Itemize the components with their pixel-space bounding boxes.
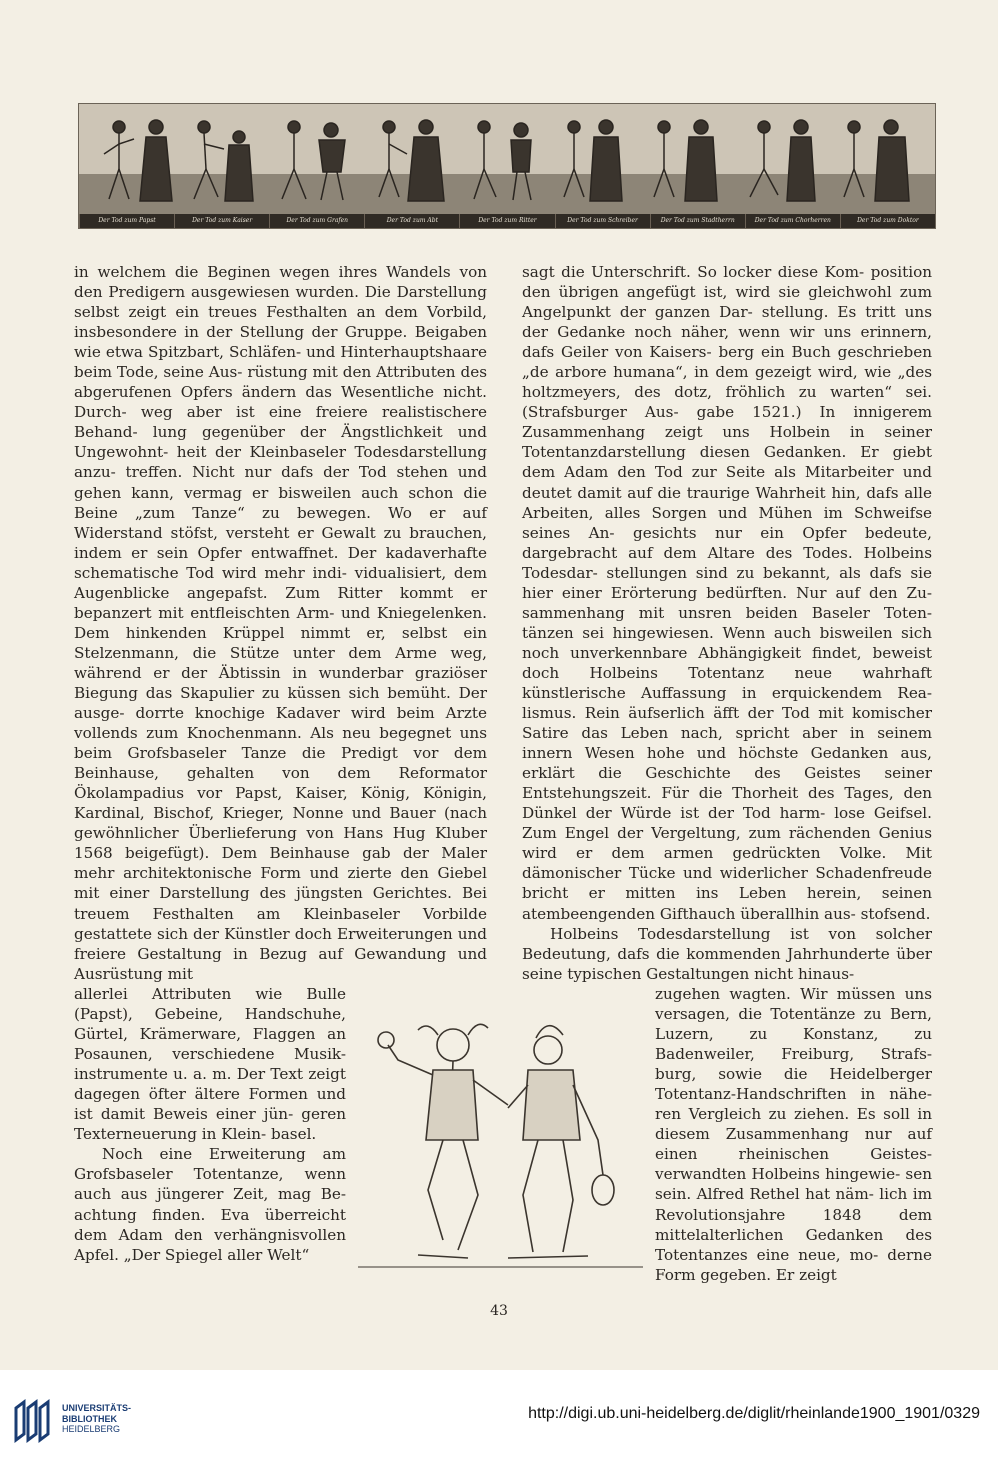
paragraph: Holbeins Todesdarstellung ist von solcher Bedeutung, dafs die kommenden Jahrhunderte über seine typischen Gestaltungen nicht hinaus-: [522, 924, 932, 983]
frieze-caption: Der Tod zum Papst: [79, 214, 174, 228]
library-line: HEIDELBERG: [62, 1424, 121, 1434]
frieze-caption: Der Tod zum Schreiber: [555, 214, 650, 228]
paragraph: zugehen wagten. Wir müssen uns versagen, die Totentänze zu Bern, Luzern, zu Konstanz, zu Badenweiler, Freiburg, Strafs- burg, sowie die Heidelberger Totentanz-Handschriften in nähe- ren Vergleich zu ziehen. Es soll in diesem Zusammenhang nur auf einen rheinischen Geistes- verwandten Holbeins hingewie- sen sein. Alfred Rethel hat näm- lich im Revolutionsjahre 1848 dem mittelalterlichen Gedanken des Totentanzes eine neue, mo- derne Form gegeben. Er zeigt: [655, 985, 932, 1284]
lower-right-column: [655, 984, 932, 1285]
library-line: BIBLIOTHEK: [62, 1413, 117, 1424]
frieze-caption: Der Tod zum Abt: [364, 214, 459, 228]
university-library-logo-icon: [12, 1398, 58, 1444]
frieze-caption: Der Tod zum Grafen: [269, 214, 364, 228]
paragraph: Noch eine Erweiterung am Grofsbaseler Totentanze, wenn auch aus jüngerer Zeit, mag Be- achtung finden. Eva überreicht dem Adam den verhängnisvollen Apfel. „Der Spiegel aller Welt“: [74, 1145, 346, 1264]
frieze-caption: Der Tod zum Ritter: [459, 214, 554, 228]
lower-left-column: [74, 984, 346, 1265]
paragraph: allerlei Attributen wie Bulle (Papst), Gebeine, Handschuhe, Gürtel, Krämerware, Flaggen an Posaunen, verschiedene Musik- instrumente u. a. m. Der Text zeigt dagegen öfter ältere Formen und ist damit Beweis einer jün- geren Texterneuerung in Klein- basel.: [74, 985, 346, 1144]
page-number: 43: [490, 1303, 508, 1319]
frieze-caption: Der Tod zum Chorherren: [745, 214, 840, 228]
library-name: [62, 1403, 131, 1435]
frieze-caption: Der Tod zum Stadtherrn: [650, 214, 745, 228]
paragraph: in welchem die Beginen wegen ihres Wandels von den Predigern ausgewiesen wurden. Die Darstellung selbst zeigt ein treues Festhalten an dem Vorbild, insbesondere in der Stellung der Gruppe. Beigaben wie etwa Spitzbart, Schläfen- und Hinterhauptshaare beim Tode, seine Aus- rüstung mit den Attributen des abgerufenen Opfers ändern das Wesentliche nicht. Durch- weg aber ist eine freiere realistischere Behand- lung gegenüber der Ängstlichkeit und Ungewohnt- heit der Kleinbaseler Todesdarstellung anzu- treffen. Nicht nur dafs der Tod stehen und gehen kann, vermag er bisweilen auch schon die Beine „zum Tanze“ zu bewegen. Wo er auf Widerstand stöfst, versteht er Gewalt zu brauchen, indem er sein Opfer entwaffnet. Der kadaverhafte schematische Tod wird mehr indi- vidualisiert, dem Augenblicke angepafst. Zum Ritter kommt er bepanzert mit entfleischten Arm- und Kniegelenken. Dem hinkenden Krüppel nimmt er, selbst ein Stelzenmann, die Stütze unter dem Arme weg, während er der Äbtissin in wunderbar graziöser Biegung das Skapulier zu küssen sich bemüht. Der ausge- dorrte knochige Kadaver wird beim Arzte vollends zum Knochenmann. Als neu begegnet uns beim Grofsbaseler Tanze die Predigt vor dem Beinhause, gehalten von dem Reformator Ökolampadius vor Papst, Kaiser, König, Königin, Kardinal, Bischof, Krieger, Nonne und Bauer (nach gewöhnlicher Überlieferung von Hans Hug Kluber 1568 beigefügt). Dem Beinhause gab der Maler mehr architektonische Form und zierte den Giebel mit einer Darstellung des jüngsten Gerichtes. Bei treuem Festhalten am Kleinbaseler Vorbilde gestattete sich der Künstler doch Erweiterungen und freiere Gestaltung in Bezug auf Gewandung und Ausrüstung mit: [74, 263, 487, 983]
paragraph: sagt die Unterschrift. So locker diese Kom- position den übrigen angefügt ist, wird sie gleichwohl zum Angelpunkt der ganzen Dar- stellung. Es tritt uns der Gedanke noch näher, wenn wir uns erinnern, dafs Geiler von Kaisers- berg ein Buch geschrieben „de arbore humana“, in dem gezeigt wird, wie „des holtzmeyers, des dotz, fröhlich zu warten“ sei. (Strafsburger Aus- gabe 1521.) In innigerem Zusammenhang zeigt uns Holbein in seiner Totentanzdarstellung diesen Gedanken. Er giebt dem Adam den Tod zur Seite als Mitarbeiter und deutet damit auf die traurige Wahrheit hin, dafs alle Arbeiten, alles Sorgen und Mühen im Schweifse seines An- gesichts nur ein Opfer bedeute, dargebracht auf dem Altare des Todes. Holbeins Todesdar- stellungen sind zu bekannt, als dafs sie hier einer Erörterung bedürften. Nur auf den Zu- sammenhang mit unsren beiden Baseler Toten- tänzen sei hingewiesen. Wenn auch bisweilen sich noch unverkennbare Abhängigkeit findet, beweist doch Holbeins Totentanz neue wahrhaft künstlerische Auffassung in erquickendem Rea- lismus. Rein äufserlich äfft der Tod mit komischer Satire das Leben nach, spricht aber in seinem innern Wesen hohe und höchste Gedanken aus, erklärt die Geschichte des Geistes seiner Entstehungszeit. Für die Thorheit des Tages, den Dünkel der Würde ist der Tod harm- lose Geifsel. Zum Engel der Vergeltung, zum rächenden Genius wird er dem armen gedrückten Volke. Mit dämonischer Tücke und widerlicher Schadenfreude bricht er mitten ins Leben herein, seinen atembeengenden Gifthauch überallhin aus- stofsend.: [522, 263, 932, 923]
left-column: [74, 262, 487, 984]
frieze-captions: [79, 214, 935, 228]
death-and-fool-illustration: [358, 990, 643, 1270]
frieze-caption: Der Tod zum Doktor: [840, 214, 935, 228]
source-url-link[interactable]: http://digi.ub.uni-heidelberg.de/diglit/rheinlande1900_1901/0329: [528, 1405, 980, 1422]
frieze-caption: Der Tod zum Kaiser: [174, 214, 269, 228]
right-column: [522, 262, 932, 984]
library-line: UNIVERSITÄTS-: [62, 1403, 132, 1413]
dance-of-death-frieze: [78, 103, 936, 229]
frieze-illustration: [79, 104, 935, 214]
